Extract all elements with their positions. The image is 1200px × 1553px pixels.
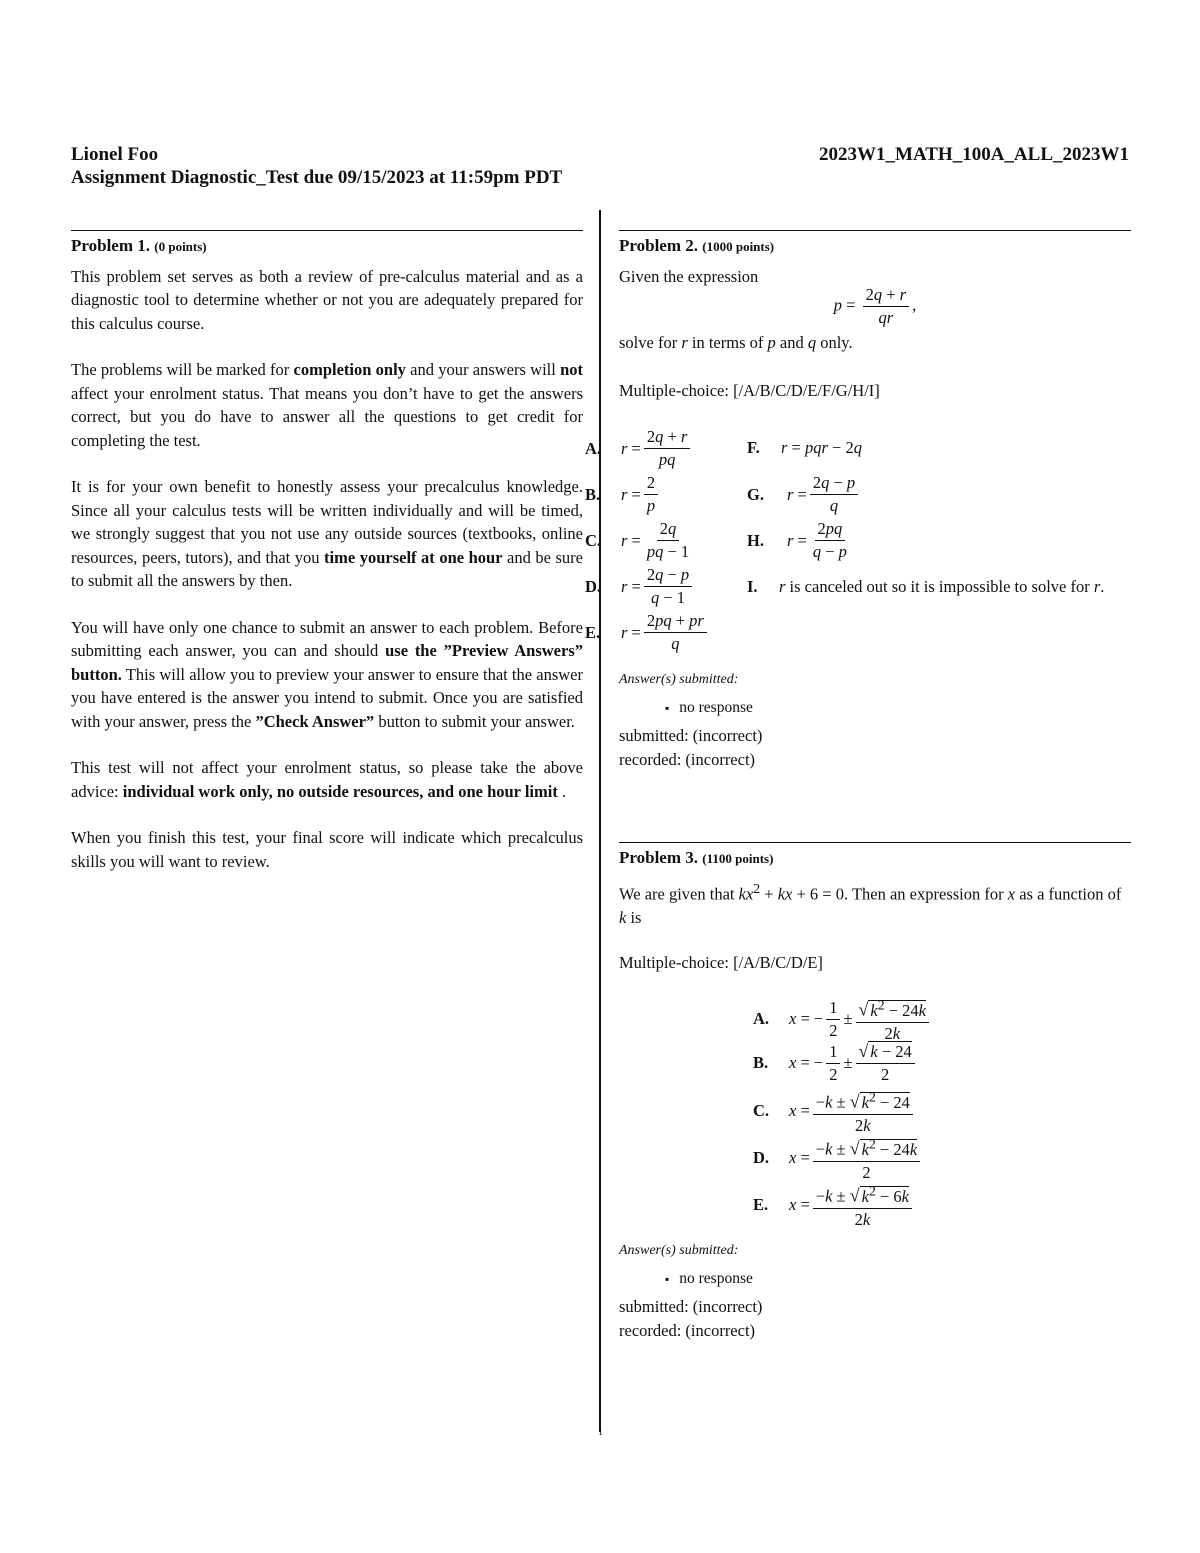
choice-label: F. bbox=[747, 438, 760, 457]
choice-label: D. bbox=[753, 1148, 770, 1168]
page-number: 1 bbox=[598, 1427, 603, 1438]
text: button to submit your answer. bbox=[374, 711, 575, 731]
problem-points: (1100 points) bbox=[702, 851, 774, 866]
choice-c[interactable]: C. r = $\frac{2q}{pq - 1}$ bbox=[585, 519, 690, 561]
problem-intro: We are given that $kx^2$ + kx + 6 = 0. Then an expression for x as a function of k is bbox=[619, 880, 1122, 927]
text: and be sure to submit all the answers by then. bbox=[71, 547, 583, 590]
paragraph: This problem set serves as both a review of pre-calculus material and as a diagnostic tool to determine whether or not you are adequately prepared for this calculus course. bbox=[71, 266, 583, 333]
text: . Then an expression for bbox=[844, 884, 1008, 903]
text: affect your enrolment status. That means you don’t have to get the answers correct, but you do have to answer all the questions to get credit for completing the test. bbox=[71, 383, 583, 450]
text: The problems will be marked for bbox=[71, 360, 294, 379]
paragraph bbox=[71, 616, 583, 734]
choice-label: E. bbox=[585, 622, 601, 642]
text: . bbox=[557, 781, 567, 801]
emphasis: not bbox=[560, 360, 583, 379]
choice-label: C. bbox=[753, 1101, 770, 1121]
text: and bbox=[775, 333, 808, 352]
submitted-status: submitted: (incorrect) bbox=[619, 726, 763, 745]
problem-title bbox=[71, 234, 583, 259]
paragraph bbox=[71, 756, 583, 803]
choice-b[interactable]: B. r = $\frac{2}{p}$ bbox=[585, 472, 661, 517]
problem-rule bbox=[71, 230, 583, 231]
problem-intro: Given the expression bbox=[619, 266, 759, 286]
problem-title bbox=[619, 234, 1131, 259]
problem-points: (1000 points) bbox=[702, 239, 775, 254]
emphasis: individual work only, no outside resources, and one hour limit bbox=[122, 781, 558, 801]
text: as a function of bbox=[1015, 884, 1122, 903]
choice-text: is canceled out so it is impossible to solve for bbox=[789, 577, 1090, 596]
emphasis: time yourself at one hour bbox=[324, 547, 503, 567]
problem-number: Problem 3. bbox=[619, 848, 699, 867]
expression: p = $\frac{2q + r}{qr}$ , bbox=[833, 285, 917, 327]
choice-g[interactable]: G. r = $\frac{2q - p}{q}$ bbox=[747, 472, 861, 517]
text: This will allow you to preview your answer to ensure that the answer you have entered is the answer you intend to submit. Once you are satisfied with your answer, press the bbox=[71, 664, 583, 731]
paragraph bbox=[71, 475, 583, 593]
recorded-status: recorded: (incorrect) bbox=[619, 749, 756, 769]
choice-e[interactable]: E. r = $\frac{2pq + pr}{q}$ bbox=[585, 610, 710, 655]
text: solve for bbox=[619, 333, 682, 352]
answers-header: Answer(s) submitted: bbox=[619, 1243, 739, 1258]
choice-d[interactable]: D. x = $\frac{-k \pm √ k^2 - 24k}{2}$ bbox=[753, 1133, 923, 1184]
choice-label: H. bbox=[747, 530, 764, 550]
text: and your answers will bbox=[405, 360, 561, 379]
choice-label: C. bbox=[585, 530, 602, 550]
choice-i[interactable]: I. r is canceled out so it is impossible to solve for r . bbox=[747, 577, 1105, 596]
text: is bbox=[626, 907, 642, 927]
choice-f[interactable]: F. r = pqr − 2q bbox=[747, 438, 862, 457]
choice-label: A. bbox=[585, 438, 602, 458]
text: This test will not affect your enrolment status, so please take the above advice: bbox=[71, 758, 583, 801]
problem-2 bbox=[619, 230, 1131, 402]
answers-header: Answer(s) submitted: bbox=[619, 672, 739, 687]
assignment-title: Assignment Diagnostic_Test due 09/15/2023 at 11:59pm PDT bbox=[71, 167, 563, 188]
submitted-status: submitted: (incorrect) bbox=[619, 1297, 763, 1316]
problem-number: Problem 2. bbox=[619, 236, 699, 255]
choice-label: G. bbox=[747, 484, 764, 504]
choice-label: E. bbox=[753, 1195, 769, 1215]
problem-3-answers bbox=[619, 1233, 1131, 1342]
choice-label: B. bbox=[585, 484, 601, 504]
choice-e[interactable]: E. x = $\frac{-k \pm √ k^2 - 6k}{2k}$ bbox=[753, 1180, 915, 1231]
problem-points: (0 points) bbox=[154, 239, 207, 254]
text: We are given that bbox=[619, 884, 739, 903]
multiple-choice-label: Multiple-choice: [/A/B/C/D/E] bbox=[619, 953, 823, 972]
problem-number: Problem 1. bbox=[71, 236, 151, 255]
submitted-answer: ▪ no response bbox=[665, 1267, 1131, 1292]
emphasis: ”Check Answer” bbox=[255, 711, 375, 731]
problem-3 bbox=[619, 842, 1131, 975]
recorded-status: recorded: (incorrect) bbox=[619, 1320, 756, 1340]
emphasis: completion only bbox=[293, 360, 406, 379]
submitted-answer: ▪ no response bbox=[665, 696, 1131, 721]
choice-h[interactable]: H. r = $\frac{2pq}{q - p}$ bbox=[747, 519, 847, 561]
text: It is for your own benefit to honestly assess your precalculus knowledge. Since all your calculus tests will be written individually and will be timed, we strongly suggest that you not use any outside sources (textbooks, online resources, peers, tutors), and that you bbox=[71, 477, 583, 567]
choice-label: D. bbox=[585, 576, 602, 596]
course-code: 2023W1_MATH_100A_ALL_2023W1 bbox=[819, 144, 1129, 165]
text: only. bbox=[816, 333, 853, 352]
choice-d[interactable]: D. r = $\frac{2q - p}{q - 1}$ bbox=[585, 564, 695, 609]
choice-a[interactable]: A. x = − $\frac{1}{2}$ ± $\frac{√ k^2 - 24k}{2k}$ bbox=[753, 994, 932, 1045]
choice-label: B. bbox=[753, 1053, 769, 1072]
text: in terms of bbox=[687, 333, 768, 352]
choice-label: A. bbox=[753, 1009, 770, 1029]
choice-c[interactable]: C. x = $\frac{-k \pm √ k^2 - 24}{2k}$ bbox=[753, 1086, 916, 1137]
multiple-choice-label: Multiple-choice: [/A/B/C/D/E/F/G/H/I] bbox=[619, 380, 880, 400]
problem-1 bbox=[71, 230, 583, 896]
paragraph: When you finish this test, your final score will indicate which precalculus skills you will want to review. bbox=[71, 828, 583, 871]
choice-label: I. bbox=[747, 577, 758, 596]
emphasis: use the ”Preview Answers” button. bbox=[71, 641, 583, 684]
problem-rule bbox=[619, 842, 1131, 843]
text: You will have only one chance to submit an answer to each problem. Before submitting each answer, you can and should bbox=[71, 617, 583, 660]
column-divider bbox=[599, 210, 601, 1432]
problem-2-answers bbox=[619, 662, 1131, 771]
paragraph bbox=[71, 358, 583, 452]
student-name: Lionel Foo bbox=[71, 144, 159, 165]
problem-rule bbox=[619, 230, 1131, 231]
problem-title bbox=[619, 846, 1131, 871]
choice-a[interactable]: A. r = $\frac{2q + r}{pq}$ bbox=[585, 426, 693, 471]
solve-instruction: solve for r in terms of p and q only. bbox=[619, 333, 853, 352]
choice-b[interactable]: B. x = − $\frac{1}{2}$ ± $\frac{√ k - 24}{2}$ bbox=[753, 1040, 918, 1086]
